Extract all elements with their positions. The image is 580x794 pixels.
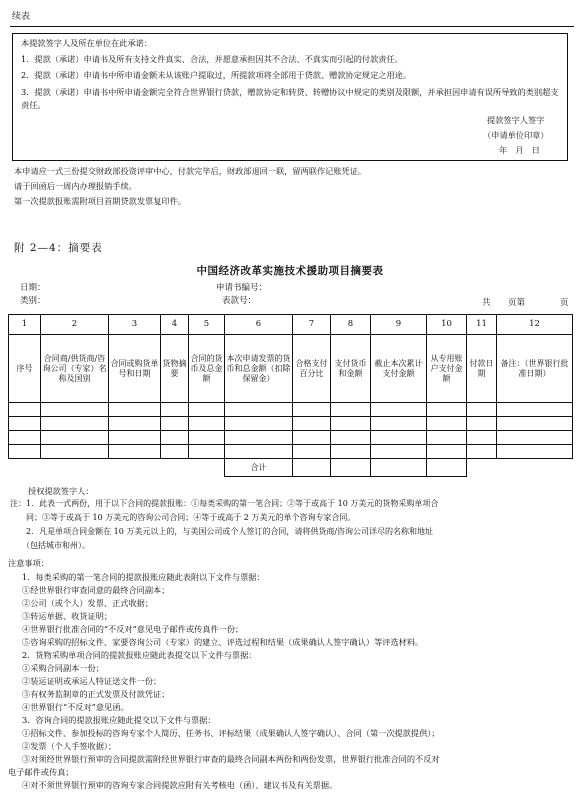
attention-line: ④世界银行“不反对”意见函。 bbox=[22, 702, 129, 712]
col-header: 本次申请发票的货币和总金额（扣除保留金） bbox=[225, 335, 293, 403]
col-num: 8 bbox=[331, 315, 371, 335]
col-header: 合同的货币及总金额 bbox=[189, 335, 225, 403]
annex-title: 附 2—4：摘要表 bbox=[14, 242, 103, 254]
table-row bbox=[9, 403, 573, 417]
attention-title: 注意事项： bbox=[8, 558, 49, 568]
column-number-row bbox=[9, 315, 573, 335]
authorized-signer-label: 授权提款签字人： bbox=[28, 486, 94, 496]
attention-line: ③对须经世界银行预审的合同提款需附经世界银行审查的最终合同副本两份和两份发票，世界银行批准合同的不反对 bbox=[22, 754, 440, 764]
page-current-label: 页第 bbox=[508, 298, 526, 308]
table-row bbox=[9, 445, 573, 459]
attention-list bbox=[0, 572, 580, 794]
page-total-label: 共 bbox=[482, 298, 491, 308]
col-num: 2 bbox=[41, 315, 109, 335]
total-row bbox=[9, 459, 573, 477]
post-note-2: 请于回函后一周内办理报销手续。 bbox=[14, 181, 137, 191]
category-label: 类别： bbox=[20, 296, 46, 306]
commitment-date: 年 月 日 bbox=[499, 145, 540, 155]
col-num: 10 bbox=[427, 315, 467, 335]
col-header: 付款日期 bbox=[467, 335, 497, 403]
unit-seal-label: （申请单位印章） bbox=[483, 130, 549, 140]
col-header: 合格支付百分比 bbox=[293, 335, 331, 403]
attention-line: ②装运证明或承运人特证送文件一份； bbox=[22, 676, 162, 686]
col-num: 4 bbox=[161, 315, 189, 335]
column-header-row bbox=[9, 335, 573, 403]
top-rule bbox=[10, 26, 574, 27]
attention-line: ①经世界银行审查同意的最终合同副本； bbox=[22, 585, 170, 595]
attention-line: ③有权务监制章的正式发票及付款凭证； bbox=[22, 689, 170, 699]
col-num: 9 bbox=[371, 315, 427, 335]
col-header: 从专用账户支付金额 bbox=[427, 335, 467, 403]
signer-label: 提款签字人签字 bbox=[487, 115, 545, 125]
attention-line: ⑤咨询采购的招标文件、家要咨询公司（专家）的建立、评选过程和结果（成果确认人签字确认）等评选材料。 bbox=[22, 637, 424, 647]
page-unit-label: 页 bbox=[560, 298, 569, 308]
attention-line: ③转运单据、收货证明； bbox=[22, 611, 113, 621]
continued-label: 续表 bbox=[12, 12, 31, 22]
commitment-item-3: 3．提款（承诺）申请书中所申请金额完全符合世界银行贷款，赠款协定和转贷、转赠协议中规定的类别及限额，并承担因申请有误所导致的类别超支责任。 bbox=[21, 87, 559, 111]
col-num: 3 bbox=[109, 315, 161, 335]
col-num: 6 bbox=[225, 315, 293, 335]
col-num: 7 bbox=[293, 315, 331, 335]
commitment-box bbox=[12, 33, 568, 161]
summary-table bbox=[8, 314, 573, 477]
attention-line: ④世界银行批准合同的“不反对”意见电子邮件或传真件一份； bbox=[22, 624, 244, 634]
attention-line: 2．货物采购单项合同的提款报账应随此表提交以下文件与票据： bbox=[22, 650, 257, 660]
application-no-label: 申请书编号： bbox=[216, 283, 268, 293]
attention-line: 1．每类采购的第一笔合同的提款报账应随此表附以下文件与票据： bbox=[22, 572, 265, 582]
attention-line: ②公司（或个人）发票、正式收据； bbox=[22, 598, 154, 608]
commitment-item-2: 2．提款（承诺）申请书中所申请金额未从该账户提取过，所提款项将全部用于贷款、赠款协定规定之用途。 bbox=[21, 70, 412, 80]
attention-line: ①招标文件、参加投标的咨询专家个人简历、任务书、评标结果（成果确认人签字确认）、合同（第一次提款提供）； bbox=[22, 728, 440, 738]
attention-line: ①采购合同副本一份； bbox=[22, 663, 104, 673]
col-header: 截止本次累计支付金额 bbox=[371, 335, 427, 403]
attention-line: 电子邮件或传真； bbox=[8, 767, 74, 777]
commitment-intro: 本提款签字人及所在单位在此承诺： bbox=[21, 38, 153, 48]
col-num: 12 bbox=[497, 315, 573, 335]
attention-line: ②发票（个人手签收据）； bbox=[22, 741, 117, 751]
commitment-item-1: 1．提款（承诺）申请书及所有支持文件真实、合法，并愿意承担因其不合法、不真实而引起的付款责任。 bbox=[21, 54, 403, 64]
col-header: 货物摘要 bbox=[161, 335, 189, 403]
footnote-4: （包括城市和州）。 bbox=[10, 541, 90, 550]
post-note-1: 本申请应一式三份提交财政部投资评审中心，付款完毕后，财政部退回一联，留两联作记账凭证。 bbox=[14, 166, 367, 176]
total-label: 合计 bbox=[225, 459, 293, 477]
attention-line: 3．咨询合同的提款报账应随此提交以下文件与票据： bbox=[22, 715, 216, 725]
col-num: 1 bbox=[9, 315, 41, 335]
post-note-3: 第一次提款报账需附项目首期贷款发票复印件。 bbox=[14, 196, 186, 206]
col-header: 合同商/供货商/咨询公司（专家）名称及国别 bbox=[41, 335, 109, 403]
form-no-label: 表款号： bbox=[222, 296, 257, 306]
col-header: 合同或购货单号和日期 bbox=[109, 335, 161, 403]
footnote-1: 注：1．此表一式两份，用于以下合同的提款报账：①每类采购的第一笔合同；②等于或高于 10 万美元的货物采购单项合 bbox=[10, 499, 439, 508]
col-header: 备注：（世界银行批准日期） bbox=[497, 335, 573, 403]
col-num: 5 bbox=[189, 315, 225, 335]
table-row bbox=[9, 417, 573, 431]
date-label: 日期： bbox=[20, 283, 46, 293]
col-header: 序号 bbox=[9, 335, 41, 403]
footnote-2: 同；③等于或高于 10 万美元的咨询公司合同；④等于或高于 2 万美元的单个咨询专家合同。 bbox=[10, 513, 356, 522]
table-row bbox=[9, 431, 573, 445]
col-num: 11 bbox=[467, 315, 497, 335]
col-header: 支付货币和金额 bbox=[331, 335, 371, 403]
footnote-3: 2．凡是单项合同金额在 10 万美元以上的，与美国公司或个人签订的合同，请将供货商/咨询公司详尽的名称和地址 bbox=[10, 527, 434, 536]
attention-line: ④对不须世界银行预审的咨询专家合同提款应附有关考核电（函）、建议书及有关票据。 bbox=[22, 780, 338, 790]
form-title: 中国经济改革实施技术援助项目摘要表 bbox=[196, 265, 384, 277]
